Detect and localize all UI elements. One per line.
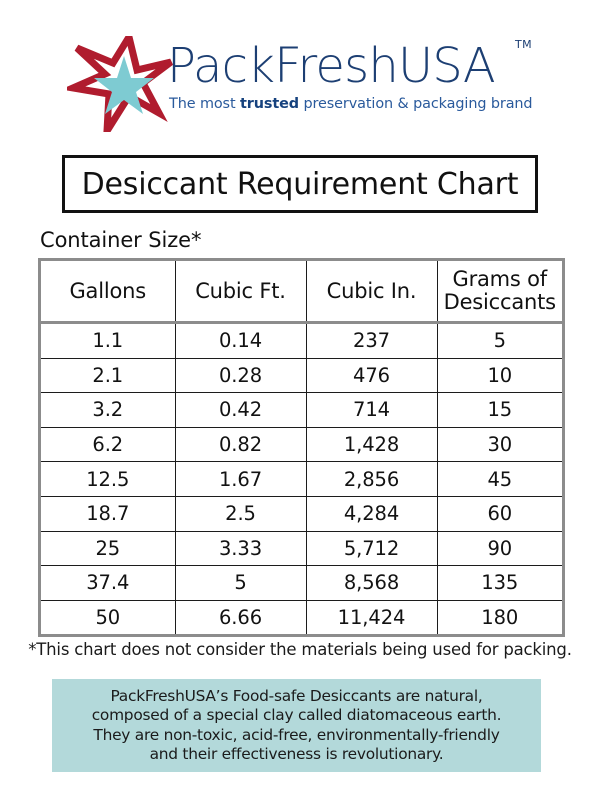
info-callout-box <box>52 679 541 772</box>
brand-tagline <box>169 96 532 112</box>
column-header-cubic-ft: Cubic Ft. <box>175 261 306 323</box>
table-row <box>41 566 562 601</box>
cell-cubic-ft: 2.5 <box>175 496 306 531</box>
grams-line-2: Desiccants <box>443 290 556 314</box>
cell-grams: 60 <box>437 496 562 531</box>
cell-grams: 5 <box>437 323 562 359</box>
cell-grams: 180 <box>481 606 519 630</box>
tagline-pre: The most <box>169 96 240 112</box>
cell-gallons: 2.1 <box>41 358 175 393</box>
info-line-2: composed of a special clay called diatomaceous earth. <box>91 706 502 725</box>
tagline-bold: trusted <box>239 96 300 112</box>
table-header <box>41 261 562 323</box>
cell-cubic-in: 4,284 <box>306 496 437 531</box>
cell-grams: 15 <box>437 393 562 428</box>
cell-cubic-ft: 0.82 <box>175 427 306 462</box>
column-header-grams-of-desiccants <box>437 261 562 323</box>
cell-cubic-in: 5,712 <box>306 531 437 566</box>
column-header-gallons: Gallons <box>41 261 175 323</box>
table-row <box>41 358 562 393</box>
cell-gallons: 50 <box>41 600 175 634</box>
cell-grams: 90 <box>437 531 562 566</box>
table-body <box>41 323 562 635</box>
table-header-row <box>41 261 562 323</box>
container-size-label: Container Size* <box>40 228 202 252</box>
table-row <box>41 393 562 428</box>
cell-cubic-in: 2,856 <box>306 462 437 497</box>
page-title: Desiccant Requirement Chart <box>81 166 519 202</box>
cell-gallons: 18.7 <box>41 496 175 531</box>
cell-grams: 10 <box>437 358 562 393</box>
cell-cubic-in: 714 <box>306 393 437 428</box>
info-line-4: and their effectiveness is revolutionary. <box>149 744 444 763</box>
cell-cubic-in: 237 <box>306 323 437 359</box>
cell-gallons: 37.4 <box>41 566 175 601</box>
cell-cubic-ft: 3.33 <box>175 531 306 566</box>
cell-cubic-in: 476 <box>306 358 437 393</box>
star-logo-icon <box>67 36 173 132</box>
cell-grams: 30 <box>437 427 562 462</box>
table-footnote: *This chart does not consider the materials being used for packing. <box>28 640 572 659</box>
desiccant-table <box>41 261 562 634</box>
cell-gallons: 1.1 <box>41 323 175 359</box>
cell-grams: 135 <box>437 566 562 601</box>
cell-cubic-ft: 5 <box>175 566 306 601</box>
trademark-symbol: TM <box>515 38 533 51</box>
cell-cubic-ft: 0.28 <box>175 358 306 393</box>
cell-cubic-ft: 0.42 <box>175 393 306 428</box>
cell-cubic-in: 1,428 <box>306 427 437 462</box>
cell-gallons: 3.2 <box>41 393 175 428</box>
table-row <box>41 462 562 497</box>
cell-gallons: 12.5 <box>41 462 175 497</box>
cell-cubic-in: 11,424 <box>306 600 437 634</box>
cell-gallons: 6.2 <box>41 427 175 462</box>
grams-line-1: Grams of <box>452 267 547 291</box>
table-row <box>41 531 562 566</box>
cell-grams: 45 <box>437 462 562 497</box>
page-title-box <box>62 155 538 213</box>
table-row <box>41 496 562 531</box>
info-callout-text <box>92 687 502 765</box>
tagline-post: preservation & packaging brand <box>299 96 533 112</box>
table-row <box>41 427 562 462</box>
column-header-cubic-in: Cubic In. <box>306 261 437 323</box>
logo-inner <box>65 34 535 134</box>
table-row <box>41 600 562 634</box>
brand-name: PackFreshUSA <box>167 38 495 94</box>
cell-gallons: 25 <box>41 531 175 566</box>
cell-cubic-in: 8,568 <box>306 566 437 601</box>
brand-logo <box>0 34 600 134</box>
cell-cubic-ft: 0.14 <box>175 323 306 359</box>
cell-cubic-ft: 1.67 <box>175 462 306 497</box>
cell-cubic-ft: 6.66 <box>175 600 306 634</box>
table-row <box>41 323 562 359</box>
info-line-1: PackFreshUSA’s Food-safe Desiccants are natural, <box>110 686 483 705</box>
info-line-3: They are non-toxic, acid-free, environmentally-friendly <box>93 725 500 744</box>
logo-text <box>167 34 535 134</box>
desiccant-table-wrapper <box>38 258 565 637</box>
